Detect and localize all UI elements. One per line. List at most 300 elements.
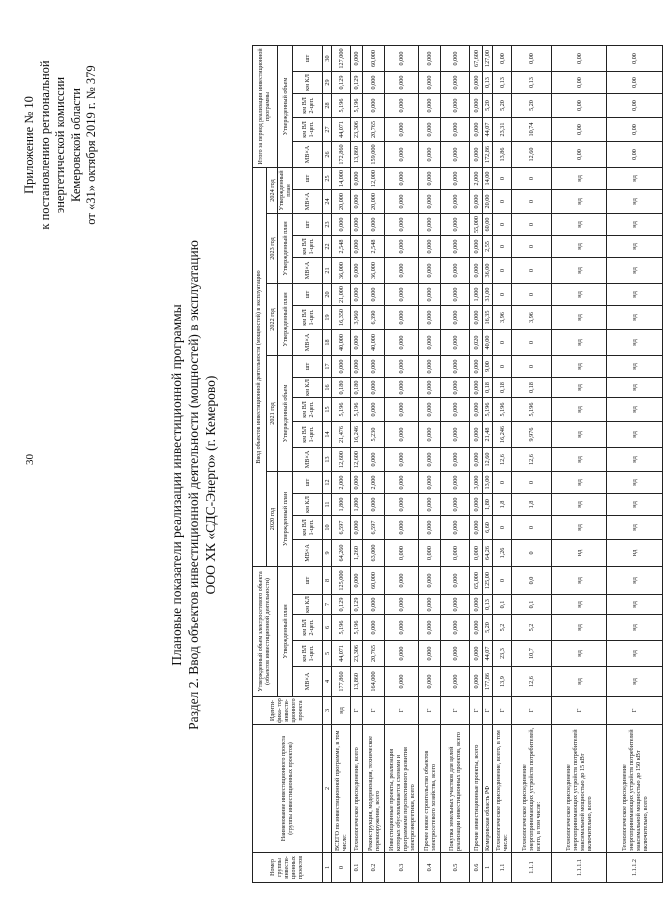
value-cell: 20,765 bbox=[363, 641, 385, 667]
value-cell: 2,55 bbox=[483, 236, 493, 258]
value-cell: 0,129 bbox=[351, 595, 363, 615]
value-cell: 60,000 bbox=[363, 46, 385, 72]
unit-mva: МВ×А bbox=[293, 667, 323, 697]
value-cell: 164,000 bbox=[363, 667, 385, 697]
value-cell: 0,000 bbox=[351, 214, 363, 236]
value-cell: 16,246 bbox=[351, 422, 363, 448]
value-cell: 64,260 bbox=[332, 540, 351, 567]
value-cell: 127,00 bbox=[483, 46, 493, 72]
value-cell: 5,196 bbox=[332, 398, 351, 422]
value-cell: 0,13 bbox=[483, 72, 493, 94]
group-number-cell: 1.1.1.1 bbox=[552, 853, 607, 883]
value-cell: 0,000 bbox=[385, 422, 419, 448]
project-id-cell: Г bbox=[483, 697, 493, 725]
value-cell: 0,000 bbox=[419, 494, 441, 516]
header-project-name: Наименование инвестиционного проекта (группы инвестиционных проектов) bbox=[253, 725, 323, 853]
value-cell: 0,000 bbox=[351, 356, 363, 378]
value-cell: 0,13 bbox=[493, 72, 512, 94]
value-cell: нд bbox=[552, 422, 607, 448]
value-cell: 12,600 bbox=[351, 448, 363, 472]
value-cell: 21,476 bbox=[332, 422, 351, 448]
value-cell: 0,00 bbox=[552, 118, 607, 142]
value-cell: 0 bbox=[512, 258, 552, 284]
header-year-2023: 2023 год bbox=[267, 214, 278, 284]
header-project-id: Иденти- фика- тор инвести- ционного проекта bbox=[253, 697, 323, 725]
project-id-cell: Г bbox=[552, 697, 607, 725]
value-cell: 0,000 bbox=[385, 595, 419, 615]
value-cell: нд bbox=[607, 595, 663, 615]
project-id-cell: Г bbox=[385, 697, 419, 725]
value-cell: нд bbox=[552, 236, 607, 258]
value-cell: 0,129 bbox=[332, 72, 351, 94]
value-cell: 0,000 bbox=[470, 94, 483, 118]
value-cell: 20,000 bbox=[363, 190, 385, 214]
value-cell: 21,000 bbox=[332, 284, 351, 306]
value-cell: 36,000 bbox=[332, 258, 351, 284]
value-cell: 0,000 bbox=[470, 641, 483, 667]
value-cell: 0,000 bbox=[385, 398, 419, 422]
value-cell: 0,000 bbox=[419, 168, 441, 190]
value-cell: 0,000 bbox=[419, 615, 441, 641]
value-cell: 0 bbox=[512, 284, 552, 306]
appendix-line: Приложение № 10 bbox=[22, 96, 36, 194]
value-cell: 0,000 bbox=[363, 615, 385, 641]
value-cell: 0,000 bbox=[419, 142, 441, 168]
value-cell: 31,00 bbox=[483, 284, 493, 306]
value-cell: нд bbox=[552, 448, 607, 472]
value-cell: 0,000 bbox=[419, 236, 441, 258]
unit-km-2: км ВЛ 2-цеп. bbox=[293, 398, 323, 422]
group-number-cell: 0.2 bbox=[363, 853, 385, 883]
value-cell: 6,390 bbox=[363, 306, 385, 330]
value-cell: 0,1 bbox=[493, 595, 512, 615]
value-cell: 5,2 bbox=[512, 615, 552, 641]
value-cell: 0,000 bbox=[419, 448, 441, 472]
value-cell: 0,000 bbox=[470, 398, 483, 422]
header-approved-plan: Утвержденный план bbox=[278, 472, 293, 567]
column-number: 30 bbox=[323, 46, 332, 72]
column-number: 21 bbox=[323, 258, 332, 284]
project-name-cell: Технологическое присоединение, всего bbox=[351, 725, 363, 853]
value-cell: 12,60 bbox=[483, 448, 493, 472]
value-cell: 0,000 bbox=[419, 595, 441, 615]
value-cell: 5,196 bbox=[351, 615, 363, 641]
value-cell: 0,000 bbox=[385, 258, 419, 284]
value-cell: 0,000 bbox=[441, 567, 470, 595]
value-cell: 0,000 bbox=[470, 190, 483, 214]
table-row bbox=[351, 46, 363, 883]
value-cell: 0,000 bbox=[351, 567, 363, 595]
value-cell: 0,000 bbox=[385, 168, 419, 190]
appendix-line: от «31» октября 2019 г. № 379 bbox=[84, 65, 98, 225]
header-approved-plan: Утвержденный план bbox=[278, 168, 293, 214]
value-cell: 44,07 bbox=[483, 118, 493, 142]
value-cell: нд bbox=[552, 378, 607, 398]
value-cell: нд bbox=[552, 284, 607, 306]
value-cell: 0,000 bbox=[351, 516, 363, 540]
unit-km-2: км ВЛ 2-цеп. bbox=[293, 94, 323, 118]
unit-mva: МВ×А bbox=[293, 540, 323, 567]
value-cell: 0 bbox=[493, 472, 512, 494]
value-cell: 0,000 bbox=[385, 516, 419, 540]
table-row bbox=[363, 46, 385, 883]
value-cell: нд bbox=[607, 398, 663, 422]
column-number: 4 bbox=[323, 667, 332, 697]
value-cell: 12,6 bbox=[493, 448, 512, 472]
header-commissioning: Ввод объектов инвестиционной деятельности (мощностей) в эксплуатацию bbox=[253, 168, 267, 567]
value-cell: 2,000 bbox=[470, 168, 483, 190]
value-cell: 0,000 bbox=[470, 258, 483, 284]
value-cell: 0,000 bbox=[385, 214, 419, 236]
value-cell: 159,000 bbox=[363, 142, 385, 168]
column-number: 16 bbox=[323, 378, 332, 398]
value-cell: 6,597 bbox=[363, 516, 385, 540]
value-cell: 5,20 bbox=[483, 615, 493, 641]
value-cell: нд bbox=[552, 330, 607, 356]
header-approved-plan: Утвержденный план bbox=[278, 284, 293, 356]
project-name-cell: Технологическое присоединение, всего, в том числе: bbox=[493, 725, 512, 853]
value-cell: 60,00 bbox=[483, 214, 493, 236]
project-id-cell: Г bbox=[419, 697, 441, 725]
appendix-line: Кемеровской области bbox=[68, 87, 83, 203]
value-cell: 0,180 bbox=[351, 378, 363, 398]
unit-sht: шт bbox=[293, 168, 323, 190]
value-cell: нд bbox=[607, 516, 663, 540]
value-cell: 0,000 bbox=[385, 284, 419, 306]
value-cell: 5,196 bbox=[512, 398, 552, 422]
value-cell: 67,600 bbox=[470, 46, 483, 72]
value-cell: 0,000 bbox=[419, 378, 441, 398]
value-cell: 0,000 bbox=[441, 615, 470, 641]
value-cell: 23,306 bbox=[351, 641, 363, 667]
value-cell: 0,000 bbox=[385, 72, 419, 94]
value-cell: 1,800 bbox=[351, 494, 363, 516]
value-cell: нд bbox=[607, 258, 663, 284]
value-cell: 44,071 bbox=[332, 641, 351, 667]
column-number: 7 bbox=[323, 595, 332, 615]
value-cell: 0 bbox=[512, 516, 552, 540]
value-cell: 0,000 bbox=[470, 422, 483, 448]
value-cell: 5,196 bbox=[493, 398, 512, 422]
value-cell: 5,196 bbox=[332, 615, 351, 641]
value-cell: 0,000 bbox=[351, 168, 363, 190]
value-cell: 9,976 bbox=[512, 422, 552, 448]
value-cell: 20,765 bbox=[363, 118, 385, 142]
value-cell: 0,000 bbox=[363, 72, 385, 94]
unit-sht: шт bbox=[293, 472, 323, 494]
value-cell: 0,000 bbox=[419, 118, 441, 142]
value-cell: 3,96 bbox=[493, 306, 512, 330]
header-approved-volume: Утвержденный объем электросетевого объекта (объектов инвестиционной деятельности) bbox=[253, 567, 278, 697]
value-cell: 64,26 bbox=[483, 540, 493, 567]
value-cell: 13,9 bbox=[493, 667, 512, 697]
value-cell: 0,00 bbox=[607, 94, 663, 118]
value-cell: 1,800 bbox=[332, 494, 351, 516]
unit-km-1: км ВЛ 1-цеп. bbox=[293, 118, 323, 142]
unit-kl: км КЛ bbox=[293, 72, 323, 94]
value-cell: 0,000 bbox=[351, 258, 363, 284]
value-cell: нд bbox=[552, 540, 607, 567]
unit-sht: шт bbox=[293, 356, 323, 378]
value-cell: 9,00 bbox=[483, 356, 493, 378]
value-cell: 0,000 bbox=[385, 142, 419, 168]
value-cell: 5,20 bbox=[512, 94, 552, 118]
value-cell: 0,180 bbox=[332, 378, 351, 398]
value-cell: 5,196 bbox=[483, 398, 493, 422]
column-number: 13 bbox=[323, 448, 332, 472]
value-cell: 0 bbox=[493, 284, 512, 306]
unit-mva: МВ×А bbox=[293, 448, 323, 472]
unit-kl: км КЛ bbox=[293, 494, 323, 516]
unit-mva: МВ×А bbox=[293, 190, 323, 214]
column-number: 8 bbox=[323, 567, 332, 595]
value-cell: нд bbox=[607, 284, 663, 306]
value-cell: 5,196 bbox=[332, 94, 351, 118]
value-cell: нд bbox=[607, 567, 663, 595]
value-cell: 2,548 bbox=[332, 236, 351, 258]
value-cell: 125,00 bbox=[483, 567, 493, 595]
value-cell: 0,000 bbox=[363, 94, 385, 118]
value-cell: 0,000 bbox=[441, 306, 470, 330]
unit-mva: МВ×А bbox=[293, 258, 323, 284]
value-cell: 0 bbox=[493, 168, 512, 190]
value-cell: 0,000 bbox=[441, 72, 470, 94]
unit-mva: МВ×А bbox=[293, 330, 323, 356]
value-cell: 0,000 bbox=[419, 516, 441, 540]
value-cell: 0,000 bbox=[441, 540, 470, 567]
header-year-2020: 2020 год bbox=[267, 472, 278, 567]
value-cell: 0,000 bbox=[351, 330, 363, 356]
value-cell: 0,000 bbox=[385, 540, 419, 567]
value-cell: 44,071 bbox=[332, 118, 351, 142]
value-cell: 0,000 bbox=[385, 356, 419, 378]
value-cell: 20,000 bbox=[332, 190, 351, 214]
value-cell: 0,000 bbox=[470, 378, 483, 398]
table-row bbox=[441, 46, 470, 883]
column-number: 28 bbox=[323, 94, 332, 118]
column-number: 20 bbox=[323, 284, 332, 306]
value-cell: 0,000 bbox=[441, 448, 470, 472]
value-cell: 0,000 bbox=[470, 516, 483, 540]
column-number: 10 bbox=[323, 516, 332, 540]
value-cell: 16,350 bbox=[332, 306, 351, 330]
value-cell: 5,20 bbox=[493, 94, 512, 118]
value-cell: 0,000 bbox=[385, 330, 419, 356]
group-number-cell: 0.4 bbox=[419, 853, 441, 883]
unit-km-1: км ВЛ 1-цеп. bbox=[293, 306, 323, 330]
value-cell: 0,000 bbox=[385, 46, 419, 72]
value-cell: 0,000 bbox=[419, 567, 441, 595]
project-id-cell: Г bbox=[512, 697, 552, 725]
value-cell: 3,96 bbox=[512, 306, 552, 330]
value-cell: 12,600 bbox=[332, 448, 351, 472]
value-cell: 20,00 bbox=[483, 190, 493, 214]
value-cell: 44,07 bbox=[483, 641, 493, 667]
header-year-2021: 2021 год bbox=[267, 356, 278, 472]
value-cell: нд bbox=[552, 516, 607, 540]
column-number: 15 bbox=[323, 398, 332, 422]
value-cell: нд bbox=[552, 398, 607, 422]
value-cell: 0,000 bbox=[332, 356, 351, 378]
project-id-cell: Г bbox=[607, 697, 663, 725]
value-cell: 10,7 bbox=[512, 641, 552, 667]
value-cell: нд bbox=[552, 168, 607, 190]
value-cell: 0,000 bbox=[470, 540, 483, 567]
value-cell: 23,306 bbox=[351, 118, 363, 142]
value-cell: нд bbox=[607, 330, 663, 356]
value-cell: 0,000 bbox=[363, 356, 385, 378]
value-cell: 0,000 bbox=[385, 641, 419, 667]
value-cell: 0,000 bbox=[441, 378, 470, 398]
value-cell: 40,000 bbox=[332, 330, 351, 356]
value-cell: 12,60 bbox=[512, 142, 552, 168]
value-cell: 0,000 bbox=[441, 258, 470, 284]
unit-km-1: км ВЛ 1-цеп. bbox=[293, 641, 323, 667]
value-cell: 0,000 bbox=[441, 472, 470, 494]
value-cell: 0,00 bbox=[552, 72, 607, 94]
value-cell: 0,000 bbox=[363, 378, 385, 398]
document-titles bbox=[168, 165, 219, 805]
table-row bbox=[512, 46, 552, 883]
value-cell: 0,000 bbox=[363, 284, 385, 306]
value-cell: 0,000 bbox=[441, 398, 470, 422]
value-cell: 0,000 bbox=[441, 284, 470, 306]
column-number: 29 bbox=[323, 72, 332, 94]
value-cell: 0,00 bbox=[552, 46, 607, 72]
value-cell: 0,18 bbox=[512, 378, 552, 398]
value-cell: 2,000 bbox=[332, 472, 351, 494]
value-cell: 16,35 bbox=[483, 306, 493, 330]
column-number: 3 bbox=[323, 697, 332, 725]
value-cell: 0,000 bbox=[419, 258, 441, 284]
value-cell: нд bbox=[607, 168, 663, 190]
value-cell: нд bbox=[552, 667, 607, 697]
header-year-2022: 2022 год bbox=[267, 284, 278, 356]
value-cell: нд bbox=[552, 214, 607, 236]
value-cell: 3,000 bbox=[470, 472, 483, 494]
value-cell: 63,000 bbox=[363, 540, 385, 567]
value-cell: 0,000 bbox=[441, 641, 470, 667]
table-row bbox=[493, 46, 512, 883]
header-approved-plan: Утвержденный план bbox=[278, 214, 293, 284]
value-cell: 0,00 bbox=[607, 118, 663, 142]
value-cell: 1,8 bbox=[512, 494, 552, 516]
unit-kl: км КЛ bbox=[293, 595, 323, 615]
value-cell: 0,00 bbox=[493, 46, 512, 72]
value-cell: 0,000 bbox=[441, 422, 470, 448]
group-number-cell: 1 bbox=[483, 853, 493, 883]
value-cell: 0,000 bbox=[419, 398, 441, 422]
value-cell: нд bbox=[607, 472, 663, 494]
column-numbers-row bbox=[323, 46, 332, 883]
value-cell: 0 bbox=[512, 214, 552, 236]
value-cell: 12,6 bbox=[512, 448, 552, 472]
value-cell: 0,000 bbox=[470, 494, 483, 516]
value-cell: 0 bbox=[493, 567, 512, 595]
value-cell: 177,86 bbox=[483, 667, 493, 697]
value-cell: 0,000 bbox=[419, 284, 441, 306]
value-cell: 55,000 bbox=[470, 214, 483, 236]
value-cell: 0,1 bbox=[512, 595, 552, 615]
value-cell: 36,000 bbox=[363, 258, 385, 284]
title-line: ООО ХК «СДС-Энерго» (г. Кемерово) bbox=[203, 375, 218, 595]
group-number-cell: 1.1 bbox=[493, 853, 512, 883]
value-cell: нд bbox=[607, 236, 663, 258]
value-cell: 5,230 bbox=[363, 422, 385, 448]
appendix-block bbox=[22, 15, 100, 275]
value-cell: нд bbox=[607, 540, 663, 567]
value-cell: 60,000 bbox=[363, 567, 385, 595]
value-cell: 177,860 bbox=[332, 667, 351, 697]
value-cell: 0,000 bbox=[470, 667, 483, 697]
column-number: 12 bbox=[323, 472, 332, 494]
column-number: 18 bbox=[323, 330, 332, 356]
value-cell: 0,000 bbox=[441, 595, 470, 615]
column-number: 14 bbox=[323, 422, 332, 448]
project-id-cell: Г bbox=[470, 697, 483, 725]
value-cell: 23,3 bbox=[493, 641, 512, 667]
value-cell: 0,000 bbox=[332, 214, 351, 236]
value-cell: нд bbox=[607, 378, 663, 398]
value-cell: 10,74 bbox=[512, 118, 552, 142]
value-cell: 14,000 bbox=[332, 168, 351, 190]
value-cell: 5,196 bbox=[351, 398, 363, 422]
value-cell: 21,48 bbox=[483, 422, 493, 448]
header-year-2024: 2024 год bbox=[267, 168, 278, 214]
project-name-cell: Технологическое присоединение энергопринимающих устройств потребителей максимальной мощностью до 150 кВт включительно, всего bbox=[607, 725, 663, 853]
appendix-line: к постановлению региональной bbox=[37, 60, 52, 230]
value-cell: нд bbox=[607, 306, 663, 330]
value-cell: 1,260 bbox=[351, 540, 363, 567]
value-cell: нд bbox=[607, 448, 663, 472]
unit-sht: шт bbox=[293, 214, 323, 236]
value-cell: 0,000 bbox=[419, 72, 441, 94]
value-cell: нд bbox=[552, 615, 607, 641]
table-row bbox=[332, 46, 351, 883]
value-cell: 0,000 bbox=[363, 398, 385, 422]
table-row bbox=[470, 46, 483, 883]
appendix-line: энергетической комиссии bbox=[53, 76, 67, 214]
value-cell: 0 bbox=[493, 190, 512, 214]
value-cell: 0,000 bbox=[441, 236, 470, 258]
value-cell: 0,13 bbox=[512, 72, 552, 94]
value-cell: 0,129 bbox=[332, 595, 351, 615]
value-cell: 0,000 bbox=[351, 236, 363, 258]
value-cell: 0 bbox=[512, 190, 552, 214]
value-cell: 0 bbox=[512, 356, 552, 378]
value-cell: 0,000 bbox=[419, 46, 441, 72]
value-cell: 0,000 bbox=[441, 516, 470, 540]
value-cell: 0,000 bbox=[419, 641, 441, 667]
value-cell: 0 bbox=[512, 540, 552, 567]
value-cell: 40,00 bbox=[483, 330, 493, 356]
title-line: Плановые показатели реализации инвестиционной программы bbox=[169, 304, 184, 666]
value-cell: 16,246 bbox=[493, 422, 512, 448]
value-cell: нд bbox=[552, 641, 607, 667]
value-cell: нд bbox=[607, 190, 663, 214]
value-cell: нд bbox=[607, 641, 663, 667]
column-number: 24 bbox=[323, 190, 332, 214]
value-cell: нд bbox=[607, 422, 663, 448]
value-cell: 0,13 bbox=[483, 595, 493, 615]
value-cell: нд bbox=[552, 494, 607, 516]
value-cell: 0,000 bbox=[363, 494, 385, 516]
value-cell: 6,60 bbox=[483, 516, 493, 540]
value-cell: 0,000 bbox=[385, 567, 419, 595]
value-cell: 0,000 bbox=[419, 214, 441, 236]
value-cell: 0,000 bbox=[470, 72, 483, 94]
group-number-cell: 0.5 bbox=[441, 853, 470, 883]
